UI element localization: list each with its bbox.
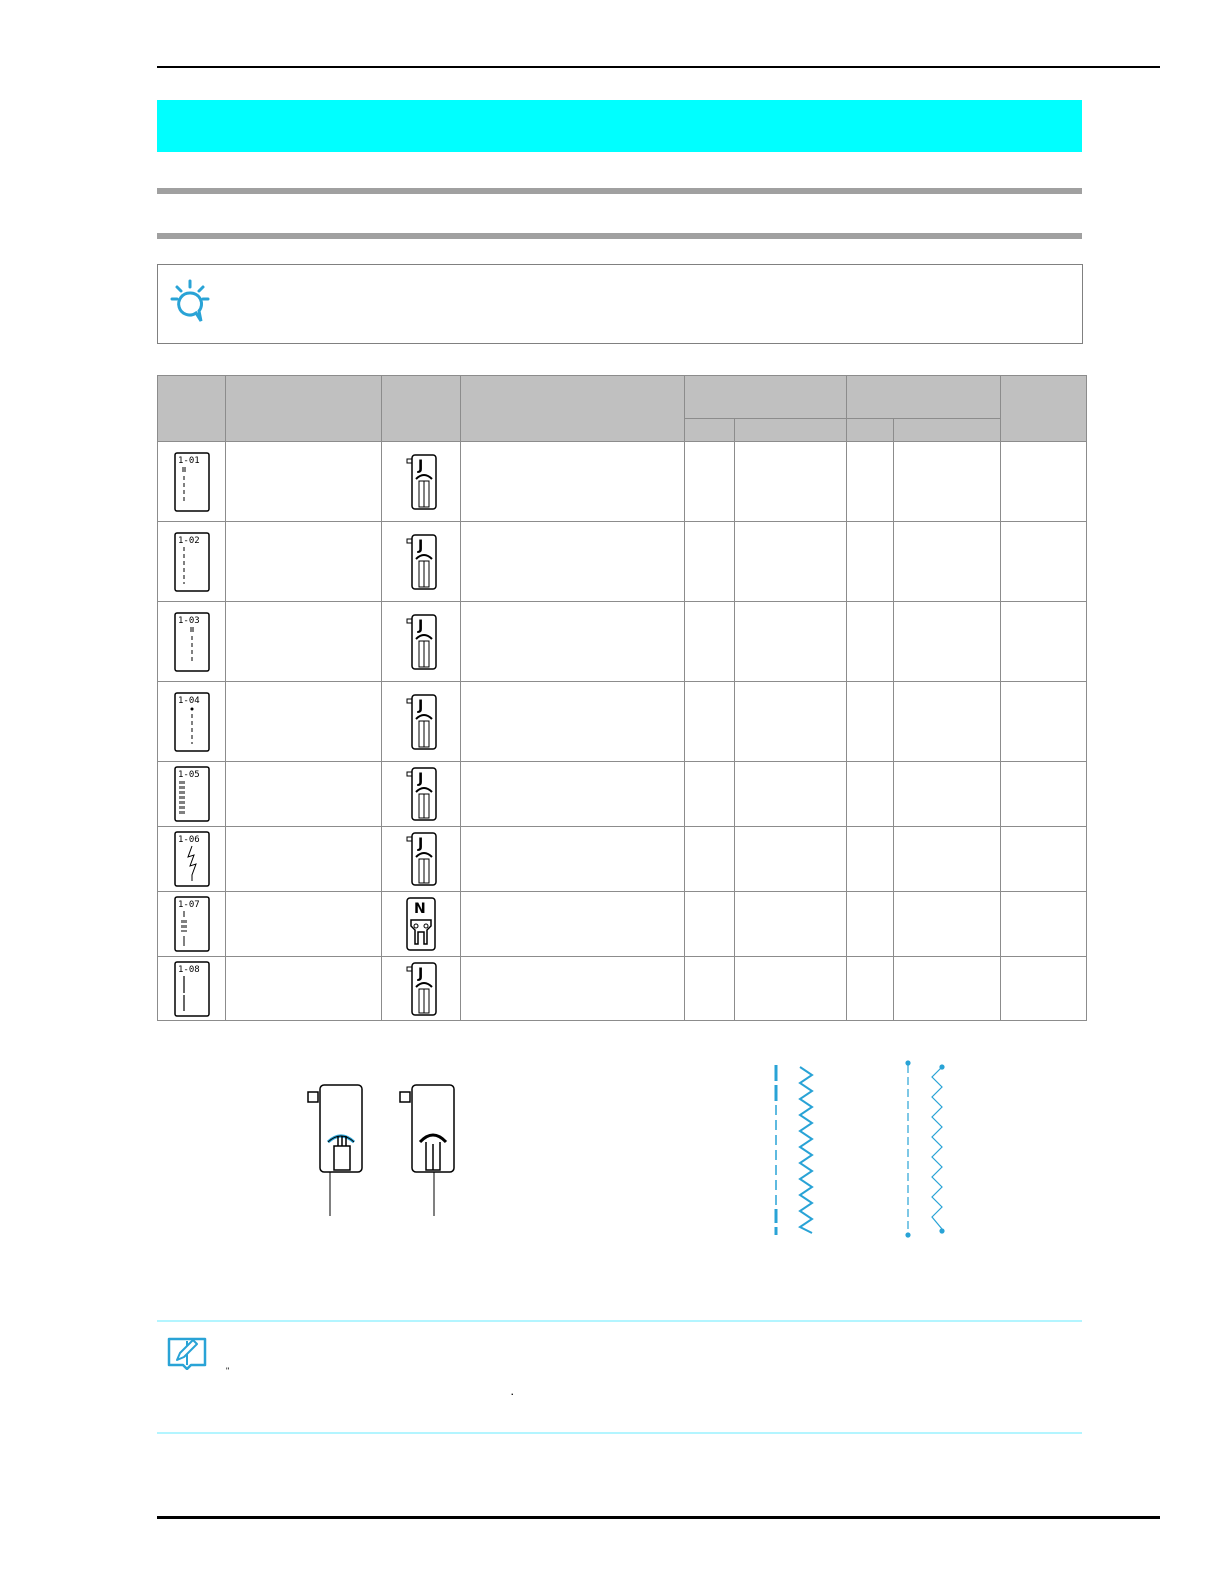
table-row xyxy=(158,957,1087,1021)
table-row xyxy=(158,522,1087,602)
presser-foot-illustration xyxy=(300,1080,470,1220)
svg-text:N: N xyxy=(414,901,426,917)
header-width-manual xyxy=(735,419,847,442)
table-row xyxy=(158,682,1087,762)
width-auto xyxy=(685,892,735,957)
stitch-name xyxy=(226,522,382,602)
stitch-name xyxy=(226,762,382,827)
stitch-name xyxy=(226,957,382,1021)
width-auto xyxy=(685,522,735,602)
subheading-rule-top xyxy=(157,188,1082,194)
width-auto xyxy=(685,762,735,827)
length-manual xyxy=(894,957,1001,1021)
length-manual xyxy=(894,442,1001,522)
svg-text:J: J xyxy=(418,965,424,982)
width-manual xyxy=(735,762,847,827)
stitch-pattern-icon xyxy=(174,896,210,952)
svg-text:1-08: 1-08 xyxy=(177,964,200,975)
stitch-pattern-icon xyxy=(174,831,210,887)
length-manual xyxy=(894,892,1001,957)
stitch-application xyxy=(461,682,685,762)
stitch-application xyxy=(461,892,685,957)
svg-text:J: J xyxy=(418,617,424,634)
length-manual xyxy=(894,682,1001,762)
stitch-name xyxy=(226,602,382,682)
note-box xyxy=(157,264,1083,344)
twin-needle xyxy=(1001,602,1087,682)
presser-foot-j-icon xyxy=(403,831,439,887)
stitch-application xyxy=(461,957,685,1021)
length-auto xyxy=(847,892,894,957)
memo-rule-top xyxy=(157,1320,1082,1322)
width-manual xyxy=(735,602,847,682)
twin-needle xyxy=(1001,957,1087,1021)
svg-text:J: J xyxy=(418,697,424,714)
length-auto xyxy=(847,522,894,602)
length-auto xyxy=(847,762,894,827)
width-auto xyxy=(685,602,735,682)
table-row xyxy=(158,442,1087,522)
width-auto xyxy=(685,957,735,1021)
svg-text:1-02: 1-02 xyxy=(177,535,200,546)
presser-foot-j-icon xyxy=(403,533,439,591)
length-auto xyxy=(847,957,894,1021)
table-row xyxy=(158,762,1087,827)
stitch-application xyxy=(461,827,685,892)
header-width-auto xyxy=(685,419,735,442)
stitch-pattern-icon xyxy=(174,692,210,752)
memo-mark-a: " xyxy=(226,1366,230,1376)
length-auto xyxy=(847,442,894,522)
stitch-name xyxy=(226,442,382,522)
table-row xyxy=(158,892,1087,957)
header-pattern xyxy=(158,376,226,442)
table-row xyxy=(158,602,1087,682)
header-length-auto xyxy=(847,419,894,442)
lightbulb-note-icon xyxy=(170,279,210,327)
presser-foot-j-icon xyxy=(403,693,439,751)
subheading-rule-bottom xyxy=(157,233,1082,239)
svg-text:J: J xyxy=(418,537,424,554)
stitch-settings-table xyxy=(157,375,1087,1021)
width-manual xyxy=(735,682,847,762)
svg-text:1-01: 1-01 xyxy=(177,455,200,466)
svg-text:1-07: 1-07 xyxy=(177,900,200,910)
stitch-application xyxy=(461,762,685,827)
presser-foot-j-icon xyxy=(403,766,439,822)
svg-text:1-06: 1-06 xyxy=(177,835,200,845)
stitch-pattern-icon xyxy=(174,452,210,512)
stitch-name xyxy=(226,827,382,892)
width-manual xyxy=(735,957,847,1021)
twin-needle xyxy=(1001,522,1087,602)
length-auto xyxy=(847,682,894,762)
length-manual xyxy=(894,522,1001,602)
table-row xyxy=(158,827,1087,892)
header-length-manual xyxy=(894,419,1001,442)
length-manual xyxy=(894,762,1001,827)
svg-text:J: J xyxy=(418,771,424,787)
memo-note-icon xyxy=(167,1334,207,1370)
twin-needle xyxy=(1001,682,1087,762)
width-manual xyxy=(735,442,847,522)
presser-foot-j-icon xyxy=(403,613,439,671)
header-twin-needle xyxy=(1001,376,1087,442)
bottom-rule xyxy=(157,1516,1160,1519)
stitch-application xyxy=(461,602,685,682)
stitch-pattern-icon xyxy=(174,612,210,672)
width-manual xyxy=(735,827,847,892)
svg-text:1-03: 1-03 xyxy=(177,615,200,626)
svg-text:J: J xyxy=(418,836,424,852)
header-name xyxy=(226,376,382,442)
width-auto xyxy=(685,442,735,522)
length-manual xyxy=(894,602,1001,682)
presser-foot-n-icon xyxy=(403,896,439,952)
header-foot xyxy=(382,376,461,442)
stitch-example-illustration xyxy=(760,1055,960,1240)
length-manual xyxy=(894,827,1001,892)
memo-rule-bottom xyxy=(157,1432,1082,1434)
twin-needle xyxy=(1001,762,1087,827)
presser-foot-j-icon xyxy=(403,453,439,511)
width-auto xyxy=(685,827,735,892)
twin-needle xyxy=(1001,827,1087,892)
width-manual xyxy=(735,892,847,957)
stitch-name xyxy=(226,892,382,957)
width-auto xyxy=(685,682,735,762)
stitch-name xyxy=(226,682,382,762)
top-rule xyxy=(157,66,1160,68)
twin-needle xyxy=(1001,442,1087,522)
presser-foot-j-icon xyxy=(403,961,439,1017)
svg-text:1-05: 1-05 xyxy=(177,770,200,780)
stitch-application xyxy=(461,442,685,522)
memo-mark-b: . xyxy=(511,1387,514,1397)
svg-text:J: J xyxy=(418,457,424,474)
section-title-bar xyxy=(157,100,1082,152)
length-auto xyxy=(847,827,894,892)
twin-needle xyxy=(1001,892,1087,957)
header-stitch-length xyxy=(847,376,1001,419)
width-manual xyxy=(735,522,847,602)
stitch-application xyxy=(461,522,685,602)
header-stitch-width xyxy=(685,376,847,419)
stitch-pattern-icon xyxy=(174,766,210,822)
header-application xyxy=(461,376,685,442)
stitch-pattern-icon xyxy=(174,532,210,592)
stitch-pattern-icon xyxy=(174,961,210,1017)
svg-text:1-04: 1-04 xyxy=(177,695,200,706)
length-auto xyxy=(847,602,894,682)
